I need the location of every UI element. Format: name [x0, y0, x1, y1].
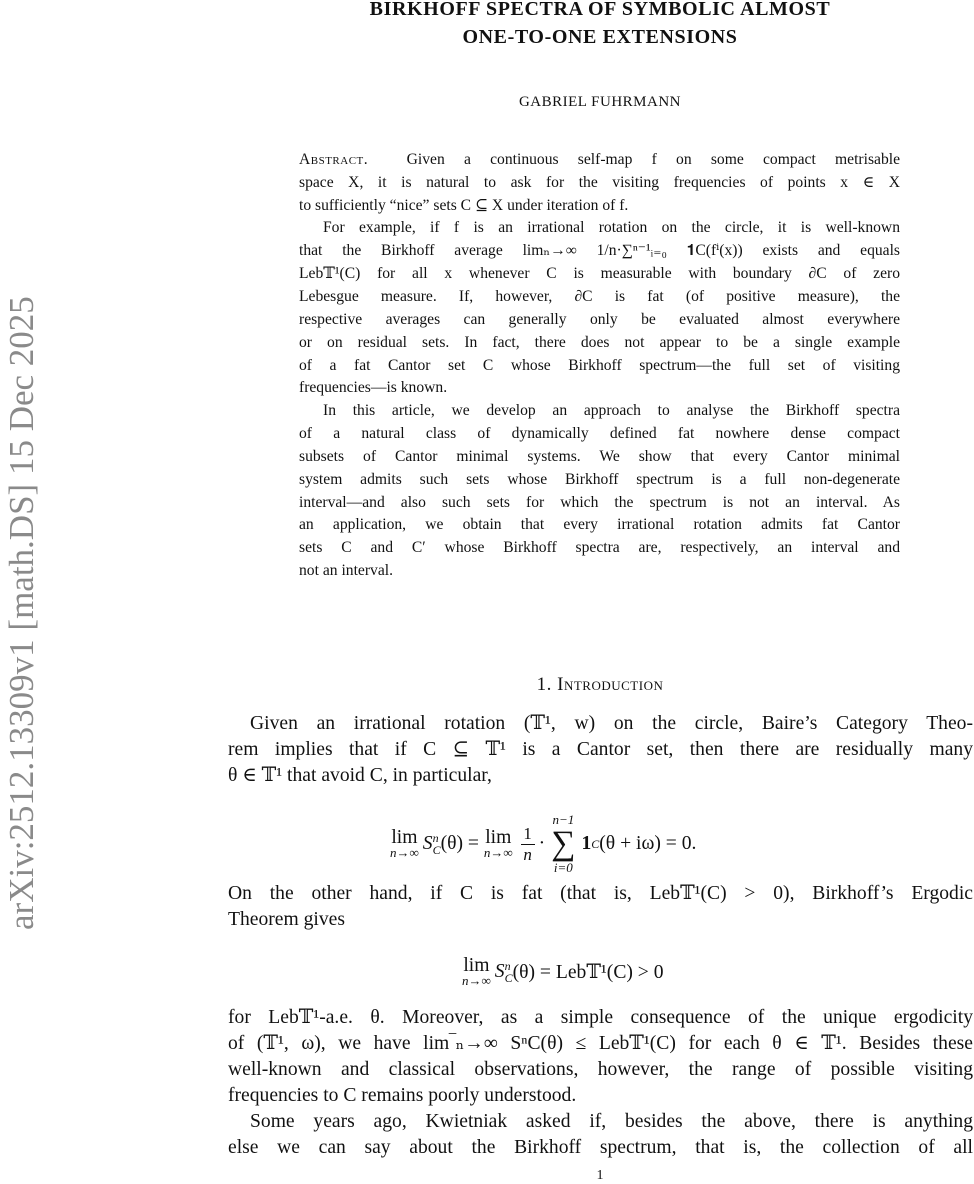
indicator-sub: C — [591, 836, 600, 851]
intro-line: rem implies that if C ⊆ 𝕋¹ is a Cantor set, then there are residually many — [228, 739, 973, 760]
dot: · — [538, 833, 546, 854]
abstract-line: that the Birkhoff average limₙ→∞ 1/n·∑ⁿ⁻¹ᵢ₌₀ 𝟏C(fⁱ(x)) exists and equals — [299, 242, 900, 259]
lim-sub: n→∞ — [462, 973, 491, 988]
author: GABRIEL FUHRMANN — [518, 94, 682, 110]
abstract-line: frequencies—is known. — [299, 379, 448, 396]
abstract-line: interval—and also such sets for which the spectrum is not an interval. As — [299, 494, 900, 511]
abstract-line: to sufficiently “nice” sets C ⊆ X under iteration of f. — [299, 197, 629, 214]
intro-line: θ ∈ 𝕋¹ that avoid C, in particular, — [228, 765, 492, 786]
numerator: 1 — [523, 823, 532, 843]
abstract-line: Leb𝕋¹(C) for all x whenever C is measurable with boundary ∂C of zero — [299, 265, 900, 282]
intro-line: frequencies to C remains poorly understood. — [228, 1085, 577, 1106]
eq-tail: (θ + iω) = 0. — [599, 833, 697, 854]
equation-2 — [462, 955, 664, 989]
section-heading: 1. Introduction — [536, 674, 664, 695]
intro-line: Some years ago, Kwietniak asked if, besides the above, there is anything — [250, 1111, 973, 1132]
abstract-line: sets C and C′ whose Birkhoff spectra are, respectively, an interval and — [299, 539, 900, 556]
intro-line: Theorem gives — [228, 909, 345, 930]
intro-line: for Leb𝕋¹-a.e. θ. Moreover, as a simple consequence of the unique ergodicity — [228, 1007, 973, 1028]
abstract-line: respective averages can generally only be evaluated almost everywhere — [299, 311, 900, 328]
abstract-label: Abstract. — [299, 151, 369, 168]
abstract-line: Abstract. Given a continuous self-map f on some compact metrisable — [299, 151, 900, 168]
lim: lim — [485, 827, 512, 848]
abstract-line: of a natural class of dynamically defined fat nowhere dense compact — [299, 425, 900, 442]
intro-line: well-known and classical observations, however, the range of possible visiting — [228, 1059, 973, 1080]
equation-1 — [390, 812, 696, 876]
abstract-line: Lebesgue measure. If, however, ∂C is fat (of positive measure), the — [299, 288, 900, 305]
arg: (θ) = — [440, 833, 484, 854]
abstract-line: For example, if f is an irrational rotation on the circle, it is well-known — [323, 219, 900, 236]
lim: lim — [463, 955, 490, 976]
sup: n — [504, 959, 511, 973]
indicator: 1 — [581, 833, 592, 854]
abstract-line: space X, it is natural to ask for the visiting frequencies of points x ∈ X — [299, 174, 900, 191]
abstract-line: In this article, we develop an approach to analyse the Birkhoff spectra — [323, 402, 900, 419]
sup: n — [432, 831, 439, 845]
eq-tail: (θ) = Leb𝕋¹(C) > 0 — [512, 962, 664, 983]
abstract-line: system admits such sets whose Birkhoff spectrum is a full non-degenerate — [299, 471, 900, 488]
intro-line: else we can say about the Birkhoff spectrum, that is, the collection of all — [228, 1137, 973, 1158]
abstract-line: subsets of Cantor minimal systems. We show that every Cantor minimal — [299, 448, 900, 465]
abstract-line: an application, we obtain that every irrational rotation admits fat Cantor — [299, 516, 900, 533]
title-line-1: BIRKHOFF SPECTRA OF SYMBOLIC ALMOST — [369, 0, 831, 20]
S: S — [494, 961, 505, 982]
sub: C — [504, 971, 513, 985]
abstract-line: not an interval. — [299, 562, 393, 579]
intro-line: of (𝕋¹, ω), we have lim‾ₙ→∞ SⁿC(θ) ≤ Leb𝕋¹(C) for each θ ∈ 𝕋¹. Besides these — [228, 1033, 973, 1054]
sum-bottom: i=0 — [553, 860, 573, 875]
intro-line: Given an irrational rotation (𝕋¹, w) on the circle, Baire’s Category Theo- — [250, 713, 973, 734]
denominator: n — [523, 844, 532, 864]
S: S — [422, 833, 433, 854]
sum-sign: ∑ — [551, 825, 576, 862]
arxiv-stamp[interactable]: arXiv:2512.13309v1 [math.DS] 15 Dec 2025 — [2, 296, 41, 930]
lim: lim — [391, 827, 418, 848]
lim-sub: n→∞ — [390, 845, 419, 860]
abstract-line: or on residual sets. In fact, there does not appear to be a single example — [299, 334, 900, 351]
sum-top: n−1 — [552, 812, 575, 827]
page-number: 1 — [596, 1168, 604, 1183]
intro-line: On the other hand, if C is fat (that is, Leb𝕋¹(C) > 0), Birkhoff’s Ergodic — [228, 883, 973, 904]
title-line-2: ONE-TO-ONE EXTENSIONS — [462, 26, 738, 48]
lim-sub: n→∞ — [483, 845, 513, 860]
sub: C — [432, 843, 441, 857]
abstract-line: of a fat Cantor set C whose Birkhoff spectrum—the full set of visiting — [299, 357, 900, 374]
